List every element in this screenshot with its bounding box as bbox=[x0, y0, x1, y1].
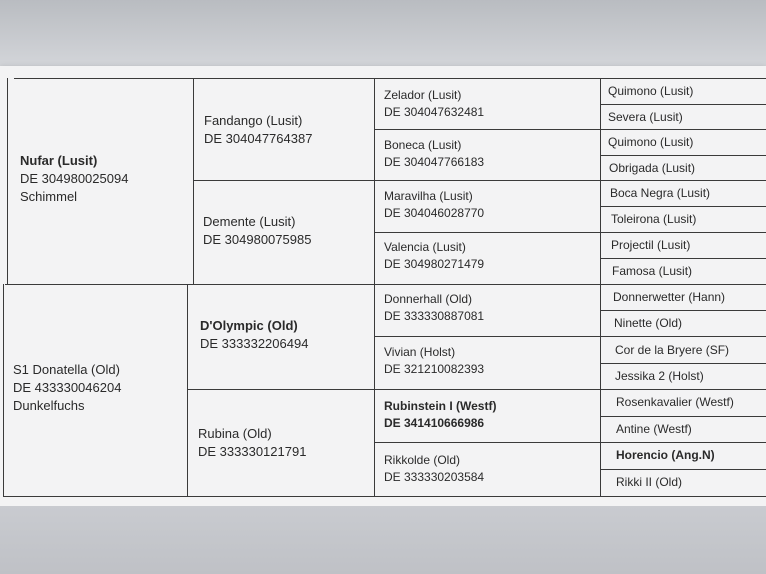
gen3-reg: DE 333330203584 bbox=[384, 470, 485, 484]
gen3-name: Vivian (Holst) bbox=[384, 345, 456, 359]
gen3-reg: DE 304047632481 bbox=[384, 105, 485, 119]
sire-name: Nufar (Lusit) bbox=[20, 153, 98, 168]
gen2-split-lower bbox=[187, 389, 766, 390]
gen3-cell-1 bbox=[384, 137, 484, 171]
frame-top bbox=[14, 78, 766, 79]
col3-divider bbox=[600, 78, 601, 496]
sire-reg: DE 304980025094 bbox=[20, 171, 129, 186]
gen4-cell: Projectil (Lusit) bbox=[611, 238, 691, 252]
gen4-cell: Boca Negra (Lusit) bbox=[610, 186, 711, 200]
gen4-cell: Jessika 2 (Holst) bbox=[615, 369, 704, 383]
dam-name: S1 Donatella (Old) bbox=[13, 362, 120, 377]
gen3-reg: DE 321210082393 bbox=[384, 362, 485, 376]
gen3-cell-4 bbox=[384, 291, 484, 325]
gen3-split-1 bbox=[374, 129, 766, 130]
gen3-split-3 bbox=[374, 232, 766, 233]
gen3-name: Zelador (Lusit) bbox=[384, 88, 462, 102]
gen2-reg: DE 333332206494 bbox=[200, 336, 309, 351]
frame-left-upper bbox=[7, 78, 8, 284]
gen3-name: Rikkolde (Old) bbox=[384, 453, 461, 467]
gen2-split-upper bbox=[193, 180, 766, 181]
gen4-split-b bbox=[600, 155, 766, 156]
gen3-cell-5 bbox=[384, 344, 484, 378]
gen2-name: D'Olympic (Old) bbox=[200, 318, 298, 333]
gen2-reg: DE 304980075985 bbox=[203, 232, 312, 247]
gen2-name: Rubina (Old) bbox=[198, 426, 272, 441]
gen2-reg: DE 304047764387 bbox=[204, 131, 313, 146]
gen4-split-c bbox=[600, 206, 766, 207]
gen4-cell: Famosa (Lusit) bbox=[612, 264, 693, 278]
gen4-cell: Antine (Westf) bbox=[616, 422, 692, 436]
gen3-cell-6 bbox=[384, 398, 496, 432]
frame-left-lower bbox=[3, 284, 4, 496]
gen3-reg: DE 304047766183 bbox=[384, 155, 485, 169]
gen4-cell: Donnerwetter (Hann) bbox=[613, 290, 726, 304]
gen2-name: Demente (Lusit) bbox=[203, 214, 296, 229]
gen3-cell-3 bbox=[384, 239, 484, 273]
gen3-name: Donnerhall (Old) bbox=[384, 292, 473, 306]
gen3-cell-0 bbox=[384, 87, 484, 121]
gen2-cell-3 bbox=[198, 425, 306, 461]
gen2-reg: DE 333330121791 bbox=[198, 444, 307, 459]
gen3-name: Maravilha (Lusit) bbox=[384, 189, 473, 203]
background-surface bbox=[0, 506, 766, 574]
sire-color: Schimmel bbox=[20, 189, 78, 204]
gen2-name: Fandango (Lusit) bbox=[204, 113, 303, 128]
gen2-cell-1 bbox=[203, 213, 311, 249]
col1-divider-lower bbox=[187, 284, 188, 496]
gen4-cell: Cor de la Bryere (SF) bbox=[615, 343, 730, 357]
sire-cell bbox=[20, 152, 128, 206]
gen3-name: Boneca (Lusit) bbox=[384, 138, 462, 152]
dam-reg: DE 433330046204 bbox=[13, 380, 122, 395]
gen3-reg: DE 304046028770 bbox=[384, 206, 485, 220]
dam-cell bbox=[13, 361, 121, 415]
gen4-split-d bbox=[600, 258, 766, 259]
parents-split bbox=[5, 284, 766, 285]
gen4-cell: Horencio (Ang.N) bbox=[616, 448, 715, 462]
gen4-cell: Toleirona (Lusit) bbox=[611, 212, 697, 226]
gen3-name: Rubinstein I (Westf) bbox=[384, 399, 497, 413]
dam-color: Dunkelfuchs bbox=[13, 398, 85, 413]
gen4-split-a bbox=[600, 104, 766, 105]
col2-divider bbox=[374, 78, 375, 496]
pedigree-sheet bbox=[0, 66, 766, 506]
gen3-reg: DE 333330887081 bbox=[384, 309, 485, 323]
frame-bottom bbox=[3, 496, 766, 497]
gen2-cell-2 bbox=[200, 317, 308, 353]
gen3-cell-7 bbox=[384, 452, 484, 486]
gen4-split-f bbox=[600, 363, 766, 364]
gen3-split-5 bbox=[374, 336, 766, 337]
gen4-cell: Rosenkavalier (Westf) bbox=[616, 395, 734, 409]
gen2-cell-0 bbox=[204, 112, 312, 148]
gen3-name: Valencia (Lusit) bbox=[384, 240, 466, 254]
gen4-cell: Rikki II (Old) bbox=[616, 475, 682, 489]
gen3-split-7 bbox=[374, 442, 766, 443]
gen3-reg: DE 341410666986 bbox=[384, 416, 485, 430]
col1-divider-upper bbox=[193, 78, 194, 284]
gen4-cell: Quimono (Lusit) bbox=[608, 84, 694, 98]
gen3-cell-2 bbox=[384, 188, 484, 222]
gen4-split-e bbox=[600, 310, 766, 311]
gen4-split-g bbox=[600, 416, 766, 417]
gen4-split-h bbox=[600, 469, 766, 470]
gen4-cell: Ninette (Old) bbox=[614, 316, 683, 330]
gen4-cell: Severa (Lusit) bbox=[608, 110, 683, 124]
gen4-cell: Quimono (Lusit) bbox=[608, 135, 694, 149]
gen3-reg: DE 304980271479 bbox=[384, 257, 485, 271]
gen4-cell: Obrigada (Lusit) bbox=[609, 161, 696, 175]
